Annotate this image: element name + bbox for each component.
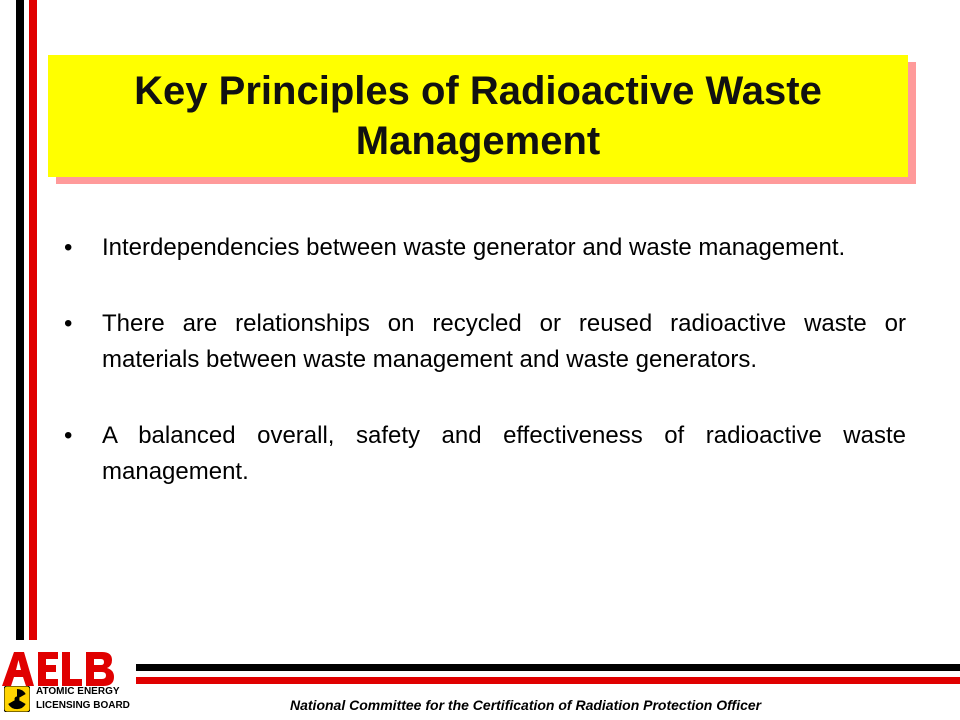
slide-title: Key Principles of Radioactive Waste Management	[134, 69, 822, 163]
title-banner	[48, 55, 908, 177]
aelb-logo-mark	[0, 648, 130, 688]
bullet-dot: •	[64, 234, 73, 261]
bullet-text: Interdependencies between waste generator and waste management.	[102, 234, 846, 261]
bullet-text: There are relationships on recycled or reused radioactive waste or materials between waste management and waste generators.	[102, 310, 906, 373]
bottom-red-bar	[136, 677, 960, 684]
logo-line-2: LICENSING BOARD	[36, 700, 130, 711]
left-red-bar	[29, 0, 37, 640]
bullet-item	[60, 418, 906, 490]
left-black-bar	[16, 0, 24, 640]
bullet-text: A balanced overall, safety and effectiveness of radioactive waste management.	[102, 422, 906, 485]
bullet-item	[60, 306, 906, 378]
bottom-black-bar	[136, 664, 960, 671]
logo-line-1: ATOMIC ENERGY	[36, 686, 120, 697]
radiation-icon	[4, 686, 30, 712]
bullet-list	[60, 230, 906, 530]
bullet-dot: •	[64, 422, 73, 449]
footer-text: National Committee for the Certification of Radiation Protection Officer	[290, 697, 762, 713]
bullet-item	[60, 230, 906, 266]
bullet-dot: •	[64, 310, 73, 337]
aelb-logo	[0, 648, 130, 720]
